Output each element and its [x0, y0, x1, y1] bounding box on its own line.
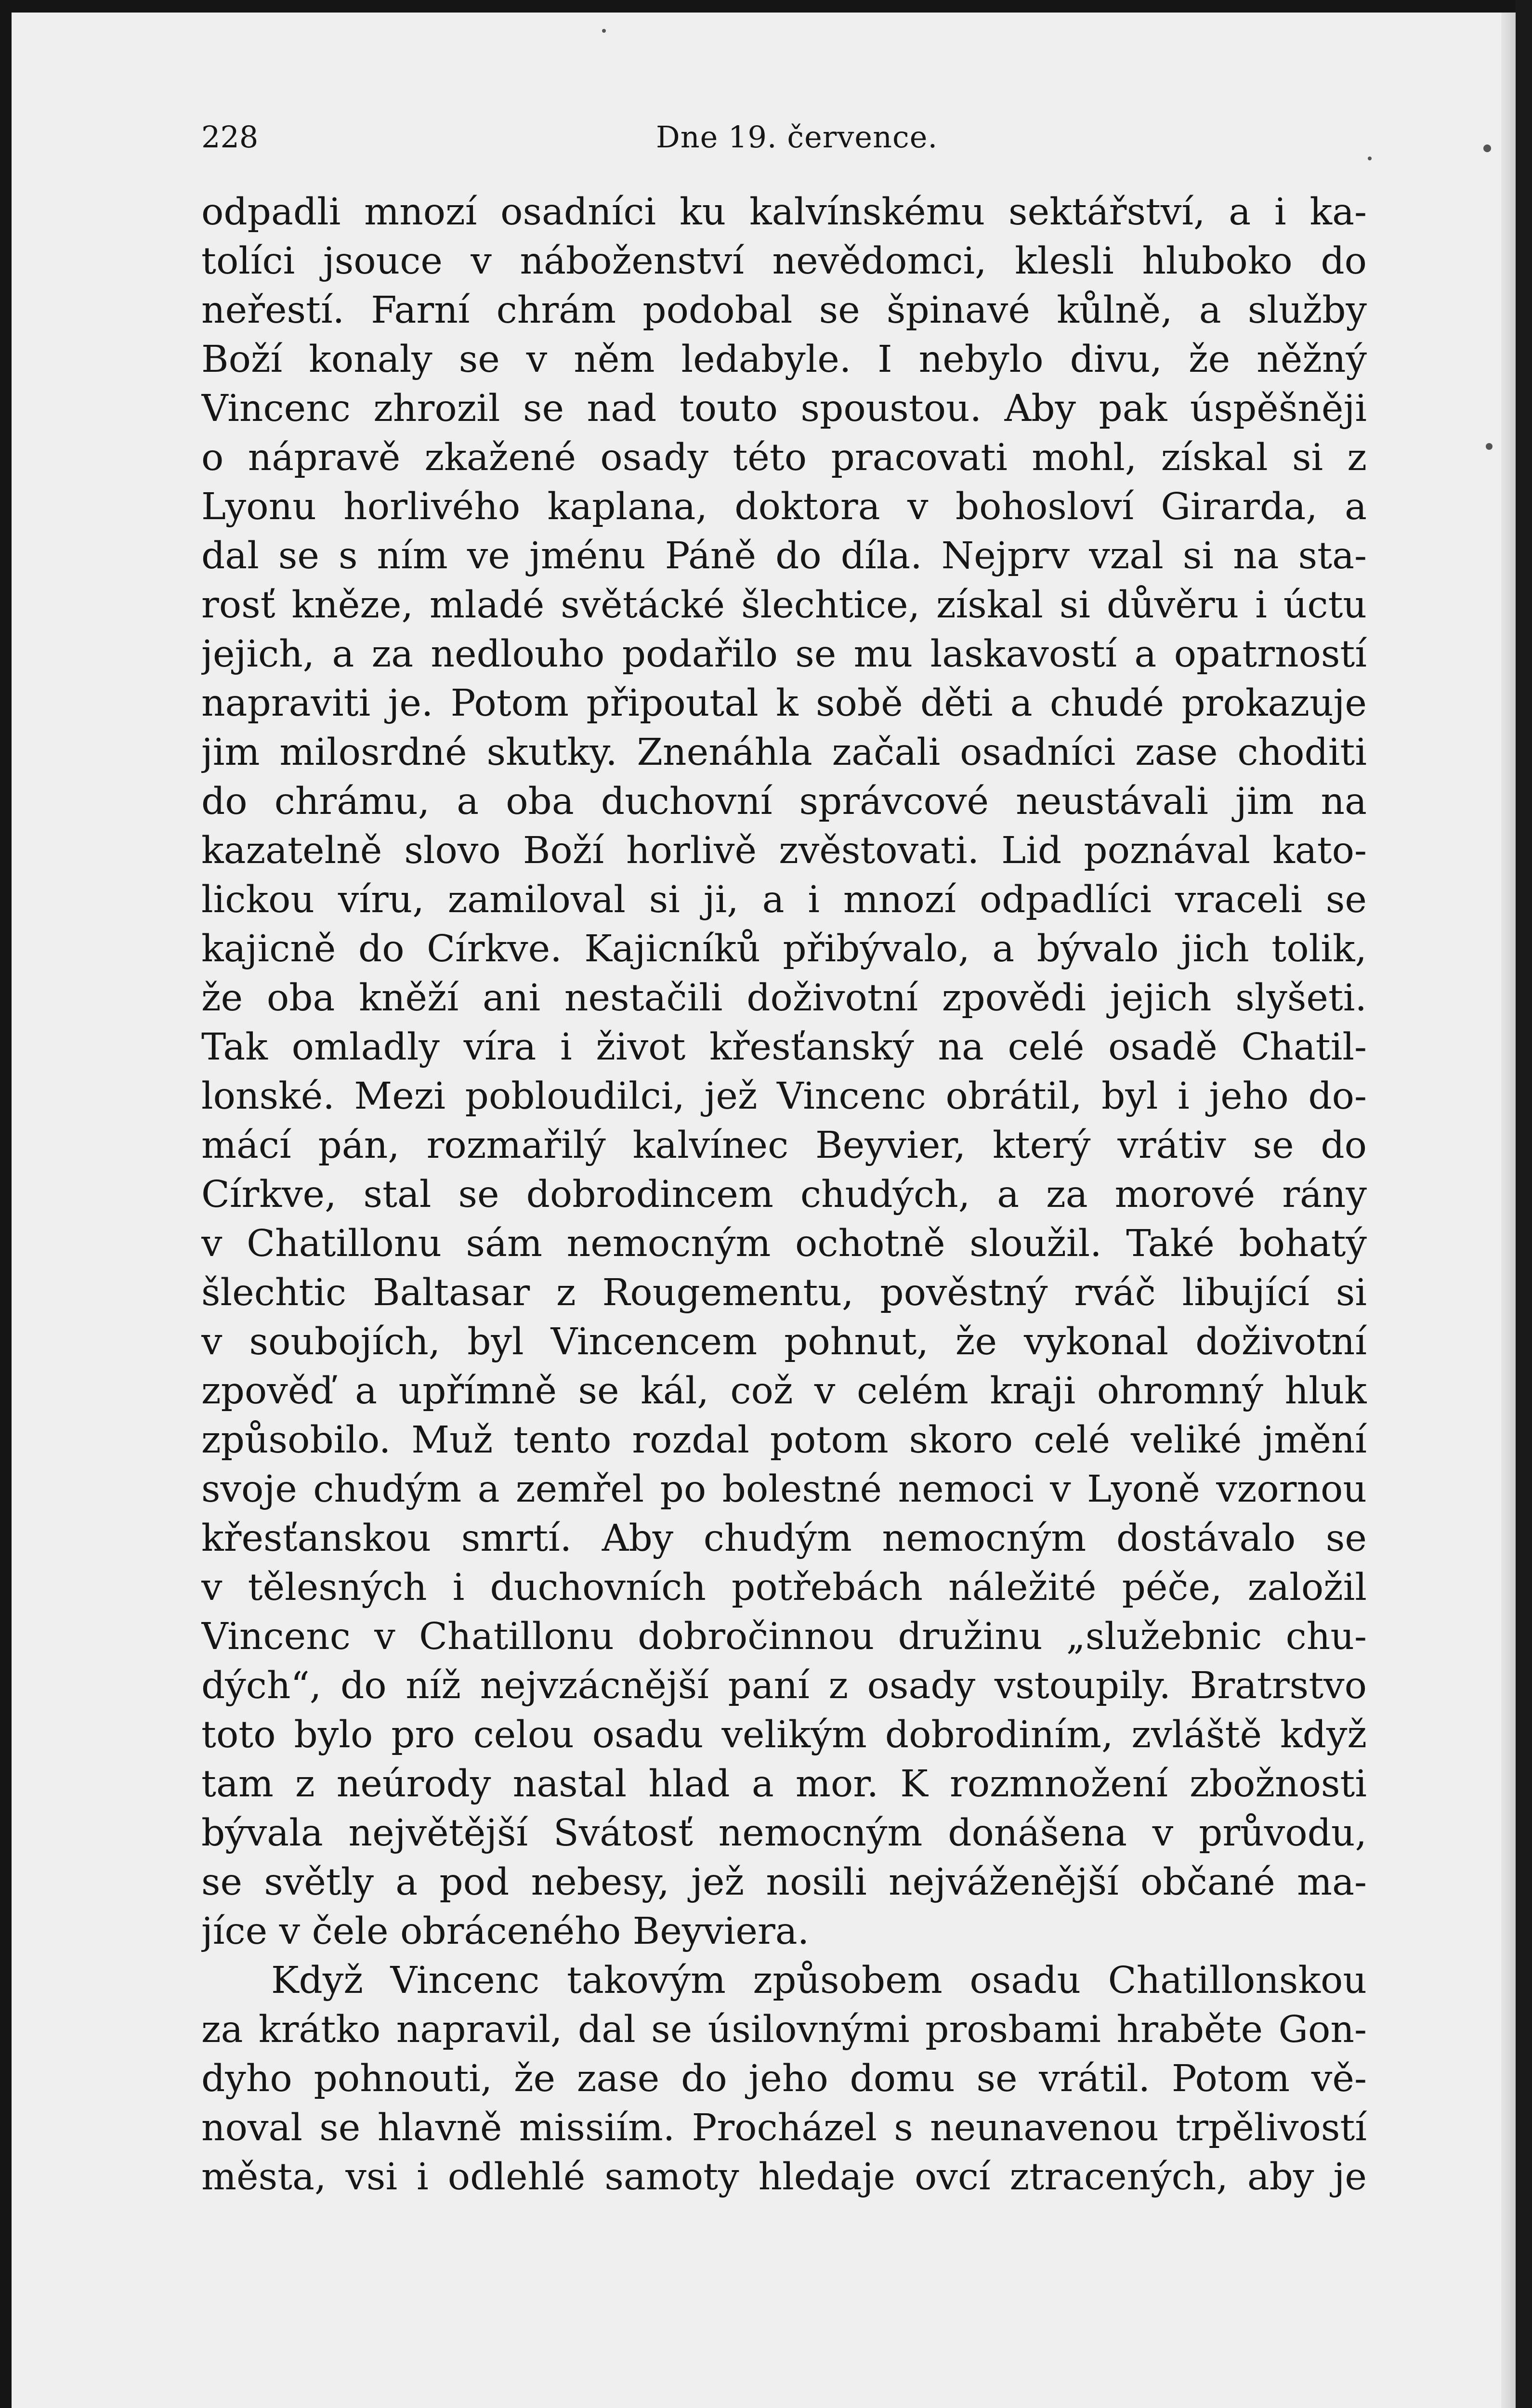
text-line: tolíci jsouce v náboženství nevědomci, klesli hluboko do — [201, 240, 1367, 283]
text-line: v Chatillonu sám nemocným ochotně sloužil. Také bohatý — [201, 1222, 1367, 1265]
text-line: bývala největější Svátosť nemocným donášena v průvodu, — [201, 1812, 1367, 1855]
text-line: noval se hlavně missiím. Procházel s neunavenou trpělivostí — [201, 2107, 1367, 2149]
text-line: jim milosrdné skutky. Znenáhla začali osadníci zase choditi — [201, 731, 1367, 774]
text-line: jejich, a za nedlouho podařilo se mu laskavostí a opatrností — [201, 633, 1367, 676]
paragraph-first-line: Když Vincenc takovým způsobem osadu Chatillonskou — [271, 1959, 1367, 2002]
text-line: šlechtic Baltasar z Rougementu, pověstný rváč libující si — [201, 1271, 1367, 1314]
text-line: mácí pán, rozmařilý kalvínec Beyvier, který vrátiv se do — [201, 1124, 1367, 1167]
scan-border-top — [0, 0, 1532, 13]
scan-speck — [1483, 144, 1491, 152]
text-line: se světly a pod nebesy, jež nosili nejváženější občané ma- — [201, 1861, 1367, 1904]
text-line: do chrámu, a oba duchovní správcové neustávali jim na — [201, 780, 1367, 823]
text-line: kazatelně slovo Boží horlivě zvěstovati. Lid poznával kato- — [201, 829, 1367, 872]
paragraph-last-line: jíce v čele obráceného Beyviera. — [201, 1910, 810, 1953]
text-line: odpadli mnozí osadníci ku kalvínskému sektářství, a i ka- — [201, 191, 1367, 234]
text-line: Církve, stal se dobrodincem chudých, a za morové rány — [201, 1173, 1367, 1216]
page-edge-shadow — [1501, 13, 1516, 2408]
text-line: o nápravě zkažené osady této pracovati mohl, získal si z — [201, 436, 1367, 479]
text-line: dých“, do níž nejvzácnější paní z osady vstoupily. Bratrstvo — [201, 1664, 1367, 1707]
text-line: napraviti je. Potom připoutal k sobě děti a chudé prokazuje — [201, 682, 1367, 725]
text-line: Boží konaly se v něm ledabyle. I nebylo divu, že něžný — [201, 338, 1367, 381]
scan-speck — [1486, 443, 1493, 450]
text-line: v soubojích, byl Vincencem pohnut, že vykonal doživotní — [201, 1321, 1367, 1363]
body-text — [201, 188, 1367, 2202]
text-line: způsobilo. Muž tento rozdal potom skoro celé veliké jmění — [201, 1419, 1367, 1462]
text-line: dal se s ním ve jménu Páně do díla. Nejprv vzal si na sta- — [201, 535, 1367, 577]
scan-border-right — [1516, 0, 1532, 2408]
text-line: v tělesných i duchovních potřebách náležité péče, založil — [201, 1566, 1367, 1609]
text-line: za krátko napravil, dal se úsilovnými prosbami hraběte Gon- — [201, 2008, 1367, 2051]
text-line: kajicně do Církve. Kajicníků přibývalo, a bývalo jich tolik, — [201, 928, 1367, 970]
text-line: neřestí. Farní chrám podobal se špinavé kůlně, a služby — [201, 289, 1367, 332]
text-line: tam z neúrody nastal hlad a mor. K rozmnožení zbožnosti — [201, 1763, 1367, 1806]
text-line: Tak omladly víra i život křesťanský na celé osadě Chatil- — [201, 1026, 1367, 1069]
text-line: Vincenc v Chatillonu dobročinnou družinu „služebnic chu- — [201, 1615, 1367, 1658]
text-line: křesťanskou smrtí. Aby chudým nemocným dostávalo se — [201, 1517, 1367, 1560]
text-line: rosť kněze, mladé světácké šlechtice, získal si důvěru i úctu — [201, 584, 1367, 627]
text-line: lonské. Mezi pobloudilci, jež Vincenc obrátil, byl i jeho do- — [201, 1075, 1367, 1118]
text-line: lickou víru, zamiloval si ji, a i mnozí odpadlíci vraceli se — [201, 878, 1367, 921]
text-line: svoje chudým a zemřel po bolestné nemoci v Lyoně vzornou — [201, 1468, 1367, 1511]
scan-speck — [1368, 157, 1372, 160]
text-line: zpověď a upřímně se kál, což v celém kraji ohromný hluk — [201, 1370, 1367, 1413]
text-line: že oba kněží ani nestačili doživotní zpovědi jejich slyšeti. — [201, 977, 1367, 1020]
text-line: Vincenc zhrozil se nad touto spoustou. Aby pak úspěšněji — [201, 387, 1367, 430]
text-line: města, vsi i odlehlé samoty hledaje ovcí ztracených, aby je — [201, 2156, 1367, 2199]
text-line: dyho pohnouti, že zase do jeho domu se vrátil. Potom vě- — [201, 2057, 1367, 2100]
page-number: 228 — [201, 119, 259, 155]
text-line: Lyonu horlivého kaplana, doktora v bohosloví Girarda, a — [201, 485, 1367, 528]
scan-border-left — [0, 0, 12, 2408]
running-head: Dne 19. července. — [656, 119, 938, 155]
text-line: toto bylo pro celou osadu velikým dobrodiním, zvláště když — [201, 1714, 1367, 1756]
scan-speck — [602, 29, 606, 33]
page-header — [201, 113, 1367, 166]
